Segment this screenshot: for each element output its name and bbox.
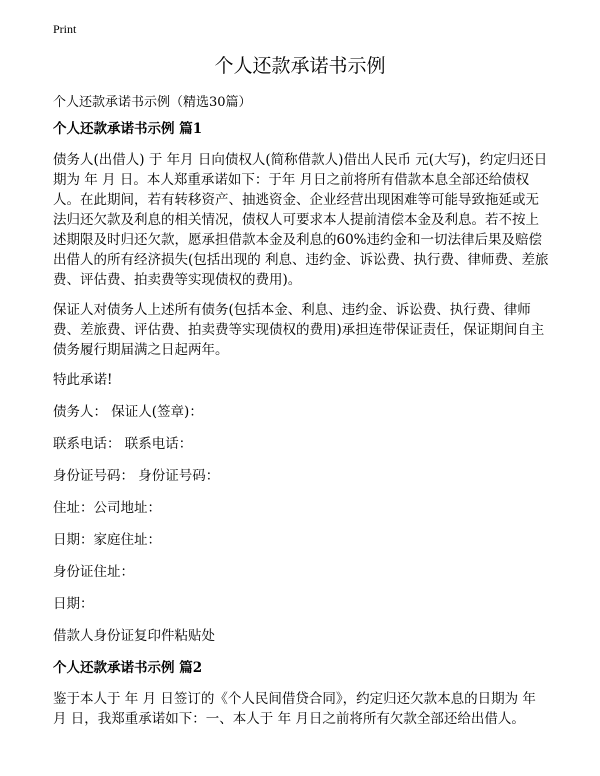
date-home-line: 日期：家庭住址：: [53, 532, 161, 548]
section-1-paragraph-1: 债务人(出借人) 于 年月 日向债权人(简称借款人)借出人民币 元(大写)，约定归还日期为 年 月 日。本人郑重承诺如下：于年 月日之前将所有借款本息全部还给债权人。在此期间，若有转移资产、抽逃资金、企业经营出现困难等可能导致拖延或无法归还欠款及利息的相关情况，债权人可要求本人提前清偿本金及利息。若不按上述期限及时归还欠款，愿承担借款本金及利息的60%违约金和一切法律后果及赔偿出借人的所有经济损失(包括出现的 利息、违约金、诉讼费、执行费、律师费、差旅费、评估费、拍卖费等实现债权的费用)。: [53, 152, 549, 288]
section-2-paragraph-1: 鉴于本人于 年 月 日签订的《个人民间借贷合同》，约定归还欠款本息的日期为 年 月 日，我郑重承诺如下：一、本人于 年 月日之前将所有欠款全部还给出借人。: [53, 691, 536, 727]
commitment-line: 特此承诺!: [53, 372, 113, 388]
date-line: 日期：: [53, 596, 94, 612]
section-1-heading: 个人还款承诺书示例 篇1: [53, 121, 203, 137]
id-number-line: 身份证号码： 身份证号码：: [53, 468, 220, 484]
document-body: [53, 119, 551, 739]
document-subtitle: 个人还款承诺书示例（精选30篇）: [53, 95, 252, 110]
signature-line: 债务人： 保证人(签章)：: [53, 404, 203, 420]
address-line: 住址：公司地址：: [53, 500, 161, 516]
page-title: 个人还款承诺书示例: [214, 55, 386, 77]
print-link[interactable]: Print: [53, 22, 77, 36]
section-2-heading: 个人还款承诺书示例 篇2: [53, 660, 203, 676]
section-1-paragraph-2: 保证人对债务人上述所有债务(包括本金、利息、违约金、诉讼费、执行费、律师费、差旅费、评估费、拍卖费等实现债权的费用)承担连带保证责任，保证期间自主债务履行期届满之日起两年。: [53, 302, 545, 358]
phone-line: 联系电话： 联系电话：: [53, 436, 193, 452]
id-copy-line: 借款人身份证复印件粘贴处: [53, 628, 215, 644]
id-address-line: 身份证住址：: [53, 564, 134, 580]
